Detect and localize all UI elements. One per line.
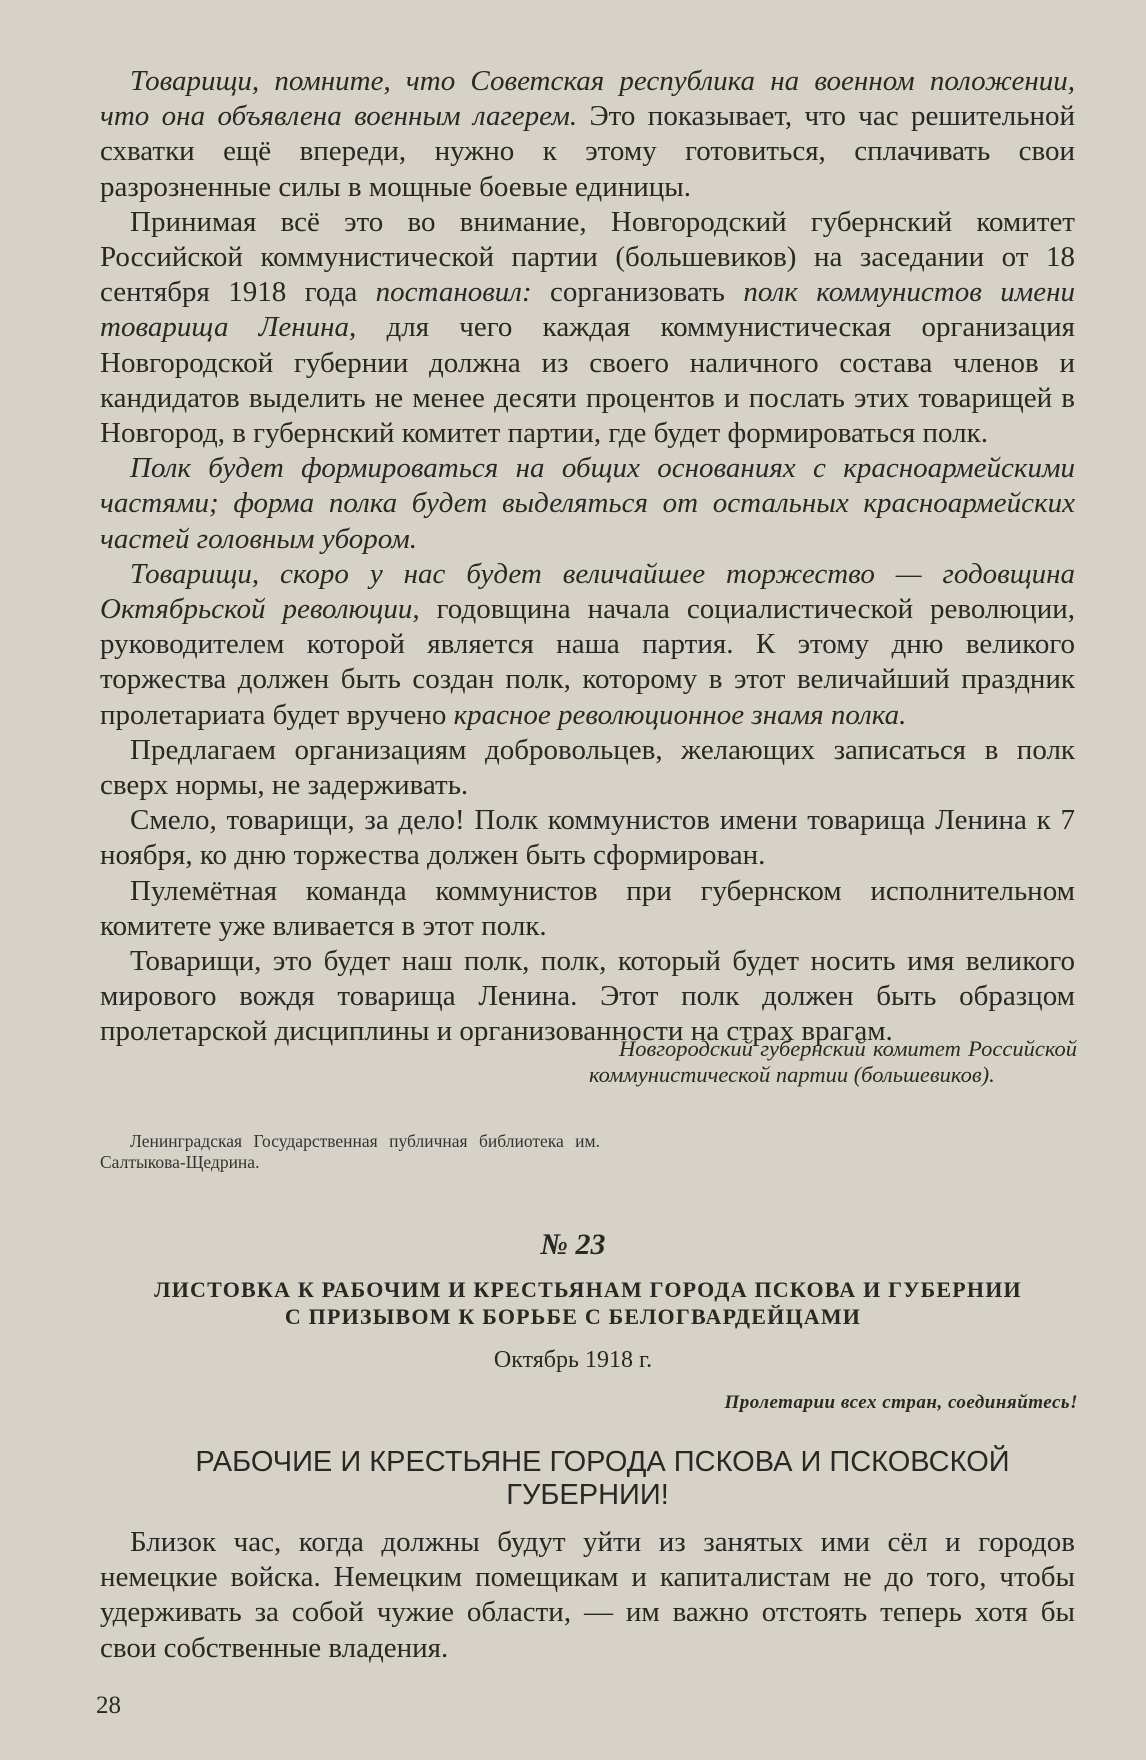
slogan: Пролетарии всех стран, соединяйтесь!: [724, 1392, 1078, 1413]
paragraph-2: Принимая всё это во внимание, Новгородский губернский комитет Российской коммунистической партии (большевиков) на заседании от 18 сентября 1918 года постановил: сорганизовать полк коммунистов имени товарища Ленина, для чего каждая коммунистическая организация Новгородской губернии должна из своего наличного состава членов и кандидатов выделить не менее десяти процентов и послать этих товарищей в Новгород, в губернский комитет партии, где будет формироваться полк.: [100, 205, 1075, 450]
paragraph-3: Полк будет формироваться на общих основаниях с красноармейскими частями; форма полка будет выделяться от остальных красноармейских частей головным убором.: [100, 452, 1075, 555]
upper-text-block: [100, 64, 1075, 1050]
paragraph-8: Товарищи, это будет наш полк, полк, который будет носить имя великого мирового вождя товарища Ленина. Этот полк должен быть образцом пролетарской дисциплины и организованности на страх врагам.: [100, 945, 1075, 1048]
signature: Новгородский губернский комитет Российской коммунистической партии (большевиков).: [589, 1036, 1077, 1087]
paragraph-4: Товарищи, скоро у нас будет величайшее торжество — годовщина Октябрьской революции, годовщина начала социалистической революции, руководителем которой является наша партия. К этому дню великого торжества должен быть создан полк, которому в этот величайший праздник пролетариата будет вручено красное революционное знамя полка.: [100, 557, 1075, 731]
page-number: 28: [96, 1692, 121, 1719]
leaflet-heading: РАБОЧИЕ И КРЕСТЬЯНЕ ГОРОДА ПСКОВА И ПСКОВСКОЙ ГУБЕРНИИ!: [195, 1446, 1010, 1511]
paragraph-7: Пулемётная команда коммунистов при губернском исполнительном комитете уже вливается в этот полк.: [100, 874, 1075, 942]
leaflet-body: Близок час, когда должны будут уйти из занятых ими сёл и городов немецкие войска. Немецким помещикам и капиталистам не до того, чтобы удерживать за собой чужие области, — им важно отстоять теперь хотя бы свои собственные владения.: [100, 1526, 1075, 1664]
paragraph-6: Смело, товарищи, за дело! Полк коммунистов имени товарища Ленина к 7 ноября, ко дню торжества должен быть сформирован.: [100, 804, 1075, 872]
paragraph-5: Предлагаем организациям добровольцев, желающих записаться в полк сверх нормы, не задерживать.: [100, 733, 1075, 802]
document-title: ЛИСТОВКА К РАБОЧИМ И КРЕСТЬЯНАМ ГОРОДА ПСКОВА И ГУБЕРНИИ С ПРИЗЫВОМ К БОРЬБЕ С БЕЛОГВАРДЕЙЦАМИ: [154, 1277, 1022, 1329]
archive-source: Ленинградская Государственная публичная библиотека им. Салтыкова-Щедрина.: [100, 1131, 600, 1172]
document-number: № 23: [540, 1228, 606, 1261]
leaflet-body-block: [100, 1525, 1075, 1666]
document-date: Октябрь 1918 г.: [493, 1347, 653, 1373]
paragraph-1: Товарищи, помните, что Советская республика на военном положении, что она объявлена военным лагерем. Это показывает, что час решительной схватки ещё впереди, нужно к этому готовиться, сплачивать свои разрозненные силы в мощные боевые единицы.: [100, 65, 1075, 203]
